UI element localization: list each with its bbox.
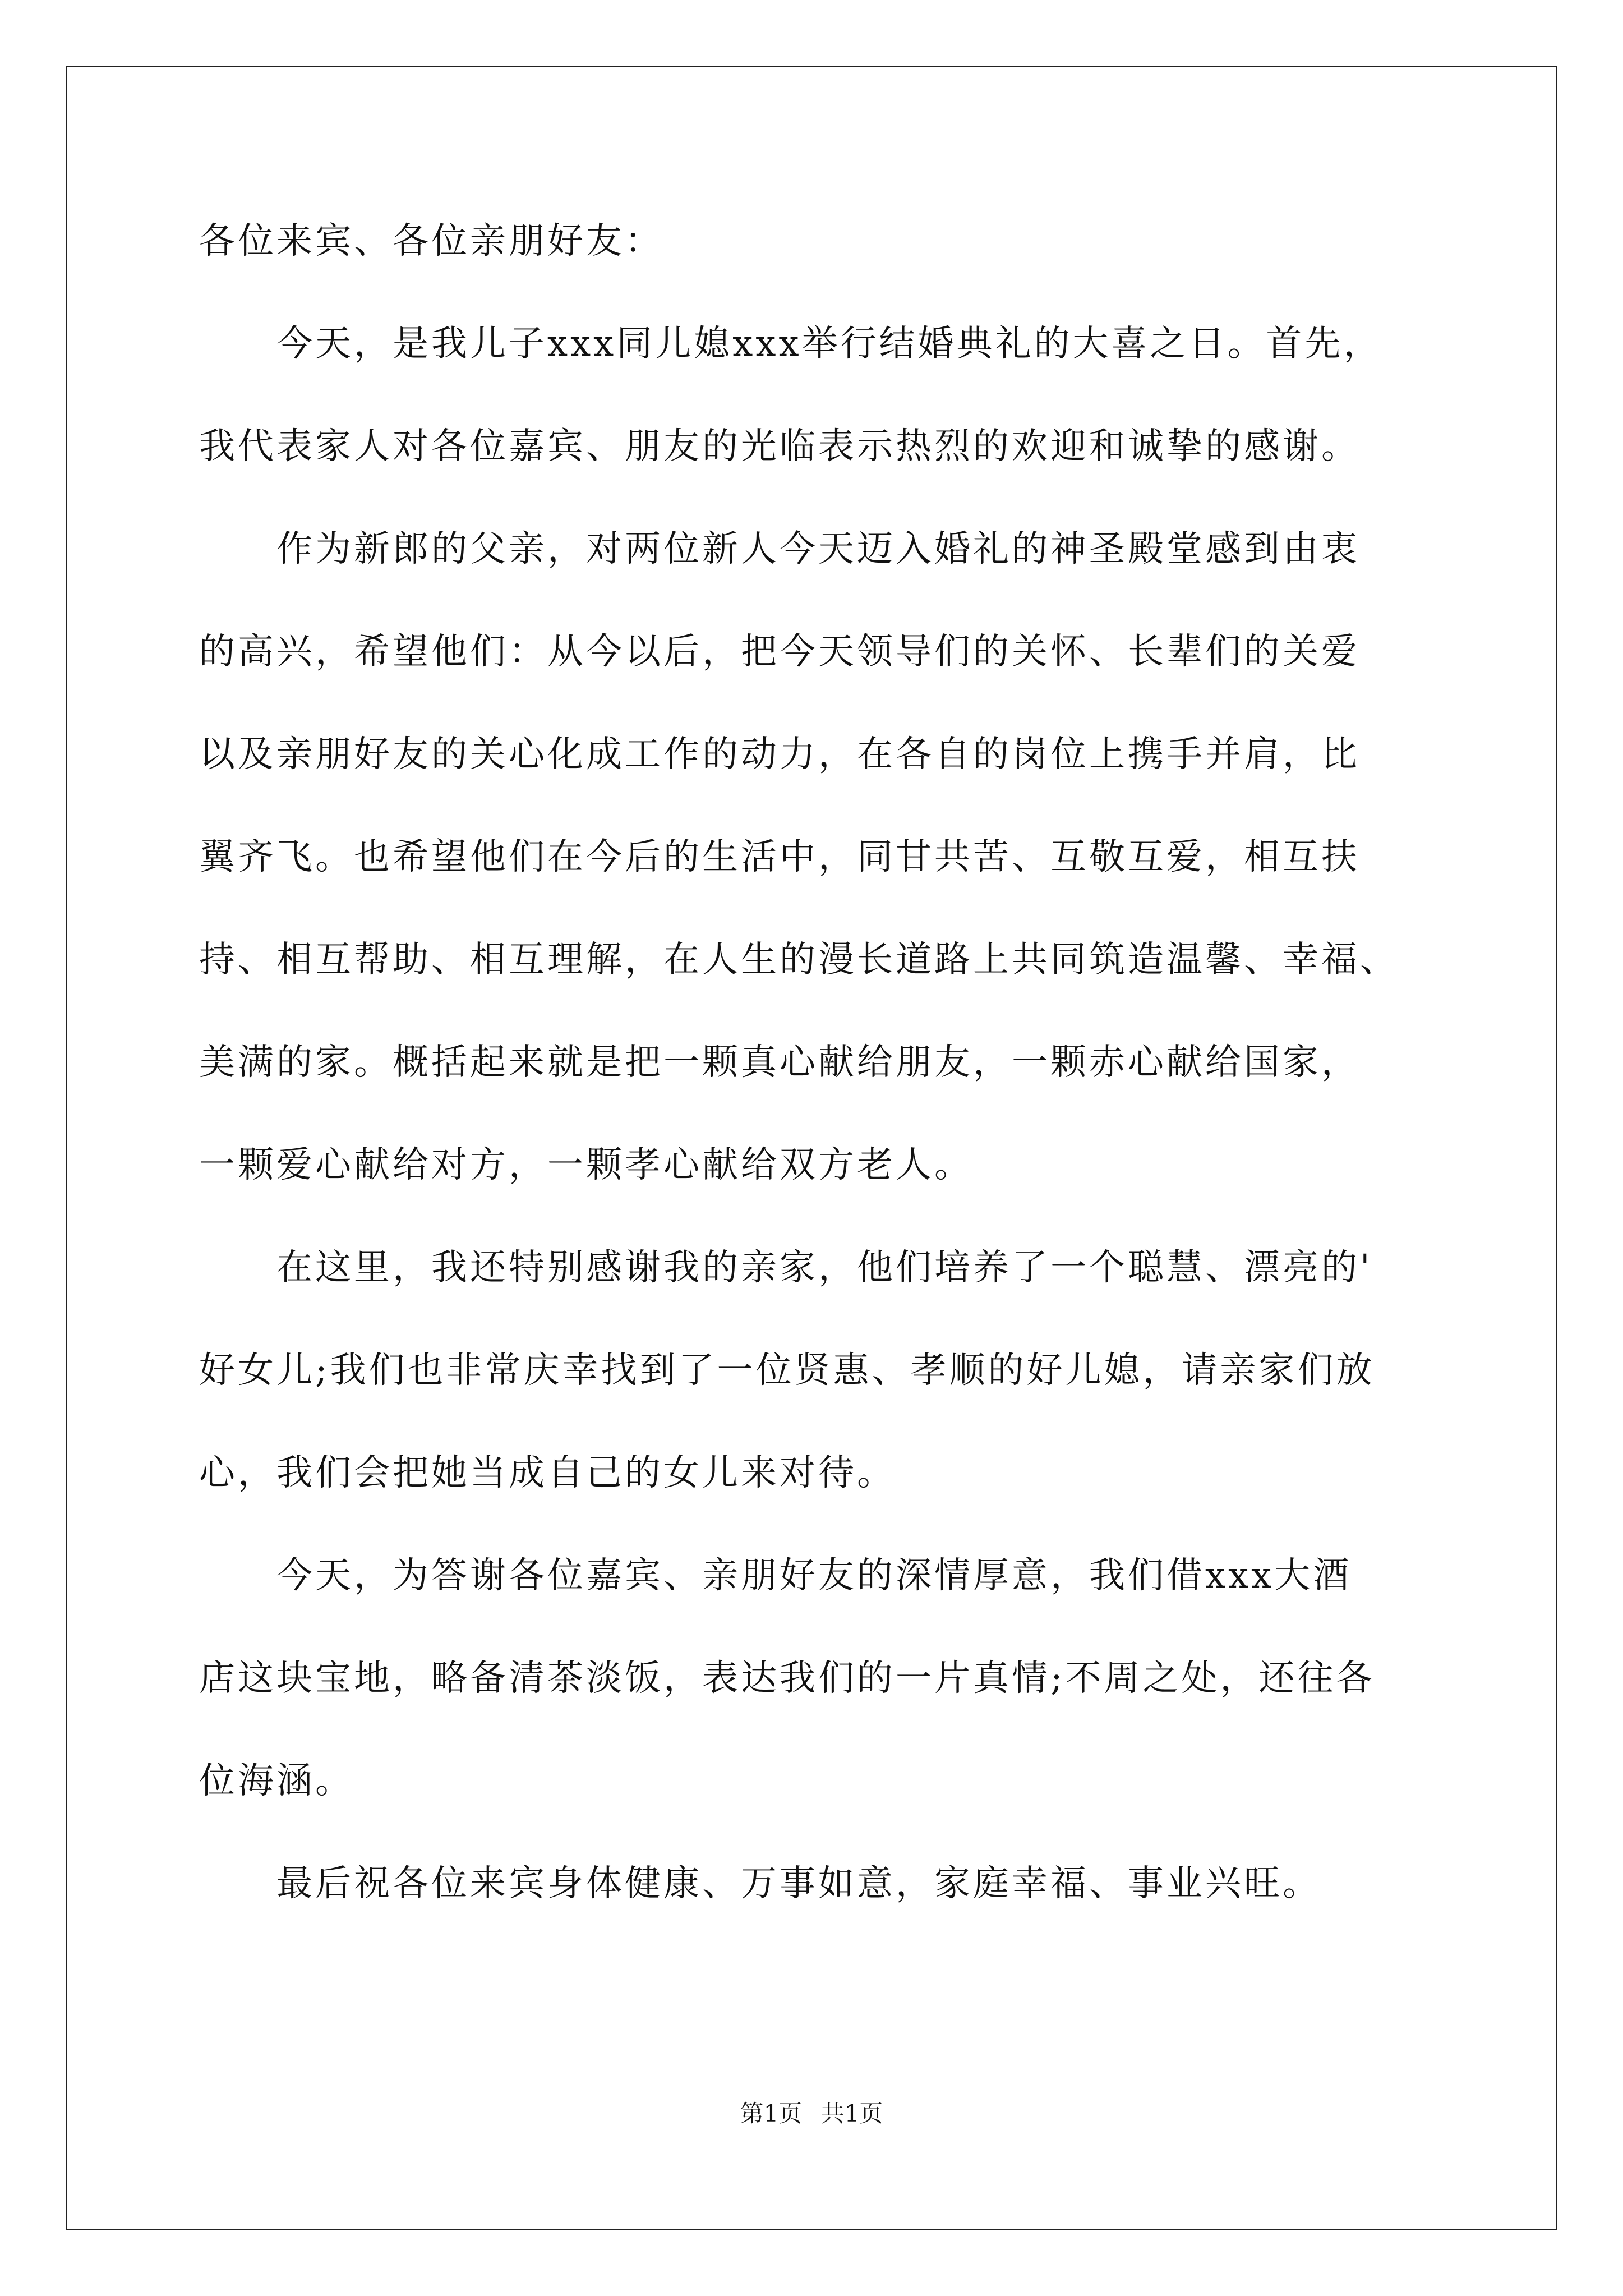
document-body [199,219,1433,1964]
text-line: 心，我们会把她当成自己的女儿来对待。 [199,1452,896,1494]
text-line: 以及亲朋好友的关心化成工作的动力，在各自的岗位上携手并肩，比 [199,734,1360,775]
text-line: 最后祝各位来宾身体健康、万事如意，家庭幸福、事业兴旺。 [199,1863,1321,1904]
text-line: 作为新郎的父亲，对两位新人今天迈入婚礼的神圣殿堂感到由衷 [199,528,1360,570]
text-line: 一颗爱心献给对方，一颗孝心献给双方老人。 [199,1144,973,1186]
text-line: 好女儿;我们也非常庆幸找到了一位贤惠、孝顺的好儿媳，请亲家们放 [199,1350,1375,1391]
text-line: 店这块宝地，略备清茶淡饭，表达我们的一片真情;不周之处，还往各 [199,1658,1375,1699]
text-line: 今天，为答谢各位嘉宾、亲朋好友的深情厚意，我们借xxx大酒 [199,1555,1352,1596]
text-line: 在这里，我还特别感谢我的亲家，他们培养了一个聪慧、漂亮的' [199,1247,1373,1289]
page-number-current: 第1页 [740,2100,803,2127]
page-footer [0,2098,1623,2129]
text-line: 我代表家人对各位嘉宾、朋友的光临表示热烈的欢迎和诚挚的感谢。 [199,426,1360,467]
text-line: 的高兴，希望他们：从今以后，把今天领导们的关怀、长辈们的关爱 [199,631,1360,673]
text-line: 翼齐飞。也希望他们在今后的生活中，同甘共苦、互敬互爱，相互扶 [199,836,1360,878]
text-line: 美满的家。概括起来就是把一颗真心献给朋友，一颗赤心献给国家， [199,1042,1360,1083]
text-line: 各位来宾、各位亲朋好友： [199,220,663,262]
page-number-total: 共1页 [820,2100,883,2127]
text-line: 持、相互帮助、相互理解，在人生的漫长道路上共同筑造温馨、幸福、 [199,939,1399,981]
text-line: 位海涵。 [199,1760,354,1802]
text-line: 今天，是我儿子xxx同儿媳xxx举行结婚典礼的大喜之日。首先， [199,323,1382,365]
